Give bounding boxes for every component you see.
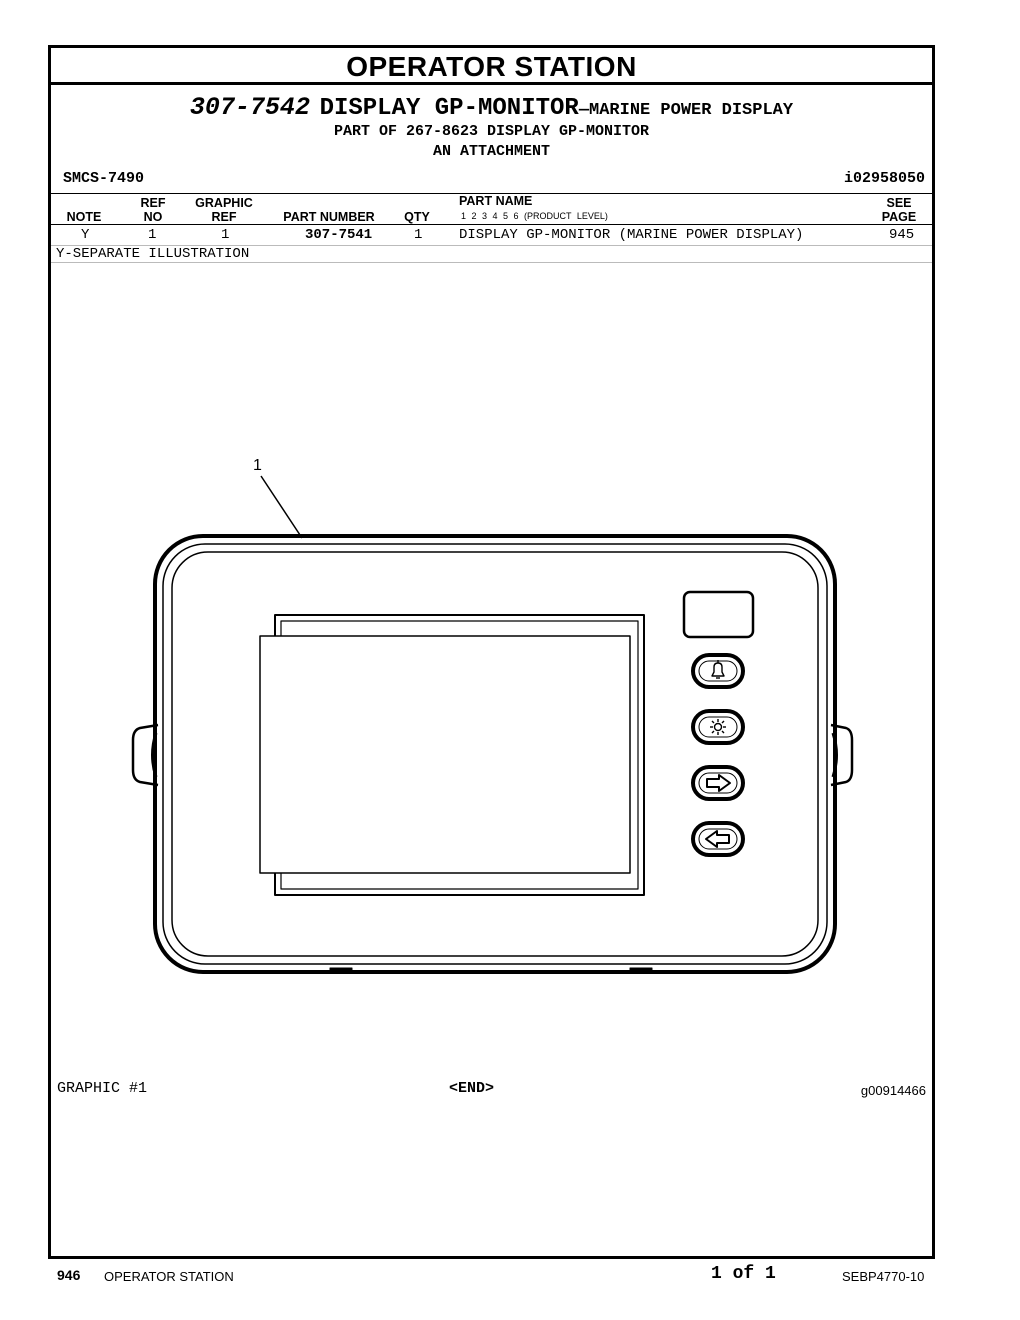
col-note: NOTE (66, 210, 102, 224)
callout-leader (261, 476, 302, 538)
display-window-button (684, 592, 753, 637)
brightness-button (693, 711, 743, 743)
col-ref-no-2: NO (143, 210, 163, 224)
col-see-page-2: PAGE (881, 210, 917, 224)
note-separate-illustration: Y-SEPARATE ILLUSTRATION (51, 245, 932, 263)
col-part-number: PART NUMBER (283, 210, 375, 224)
ident-code: i02958050 (843, 170, 925, 187)
cell-part-number: 307-7541 (305, 227, 373, 243)
arrow-left-icon (706, 831, 729, 847)
cell-qty: 1 (414, 227, 423, 243)
foot-right (630, 968, 652, 973)
bell-button (693, 655, 743, 687)
col-part-name: PART NAME (459, 194, 533, 208)
screen-display (260, 636, 630, 873)
header-part-number: 307-7542 (189, 93, 310, 122)
attachment-line: AN ATTACHMENT (432, 143, 551, 160)
col-see-page-1: SEE (886, 196, 912, 210)
header-part-name: DISPLAY GP-MONITOR (319, 95, 579, 122)
graphic-number: g00914466 (860, 1083, 926, 1098)
next-button (693, 767, 743, 799)
footer-doc-id: SEBP4770-10 (842, 1269, 925, 1284)
footer-section: OPERATOR STATION (104, 1269, 234, 1284)
col-ref-no-1: REF (140, 196, 166, 210)
section-title: OPERATOR STATION (51, 48, 932, 85)
arrow-right-icon (707, 775, 730, 791)
col-product-levels: 1 2 3 4 5 6 (PRODUCT LEVEL) (461, 211, 608, 221)
part-of-line: PART OF 267-8623 DISPLAY GP-MONITOR (333, 123, 650, 140)
column-headers (51, 193, 932, 225)
smcs-code: SMCS-7490 (63, 170, 145, 187)
callout-number: 1 (253, 457, 262, 474)
cell-ref-no: 1 (148, 227, 157, 243)
cell-note: Y (81, 227, 90, 243)
graphic-label: GRAPHIC #1 (57, 1080, 148, 1097)
footer-page-of: 1 of 1 (711, 1264, 776, 1284)
part-header (51, 93, 932, 122)
col-graphic-ref-1: GRAPHIC (195, 196, 253, 210)
cell-graphic-ref: 1 (221, 227, 230, 243)
end-label: <END> (449, 1080, 495, 1097)
header-subtitle: —MARINE POWER DISPLAY (578, 101, 794, 120)
display-monitor-illustration (130, 450, 860, 980)
table-row (51, 227, 932, 245)
cell-part-name: DISPLAY GP-MONITOR (MARINE POWER DISPLAY) (459, 227, 804, 243)
footer-page-number: 946 (57, 1267, 81, 1283)
bell-icon (712, 660, 724, 678)
back-button (693, 823, 743, 855)
col-graphic-ref-2: REF (211, 210, 237, 224)
col-qty: QTY (404, 210, 430, 224)
sun-icon (710, 719, 726, 735)
foot-left (330, 968, 352, 973)
cell-see-page: 945 (889, 227, 915, 243)
